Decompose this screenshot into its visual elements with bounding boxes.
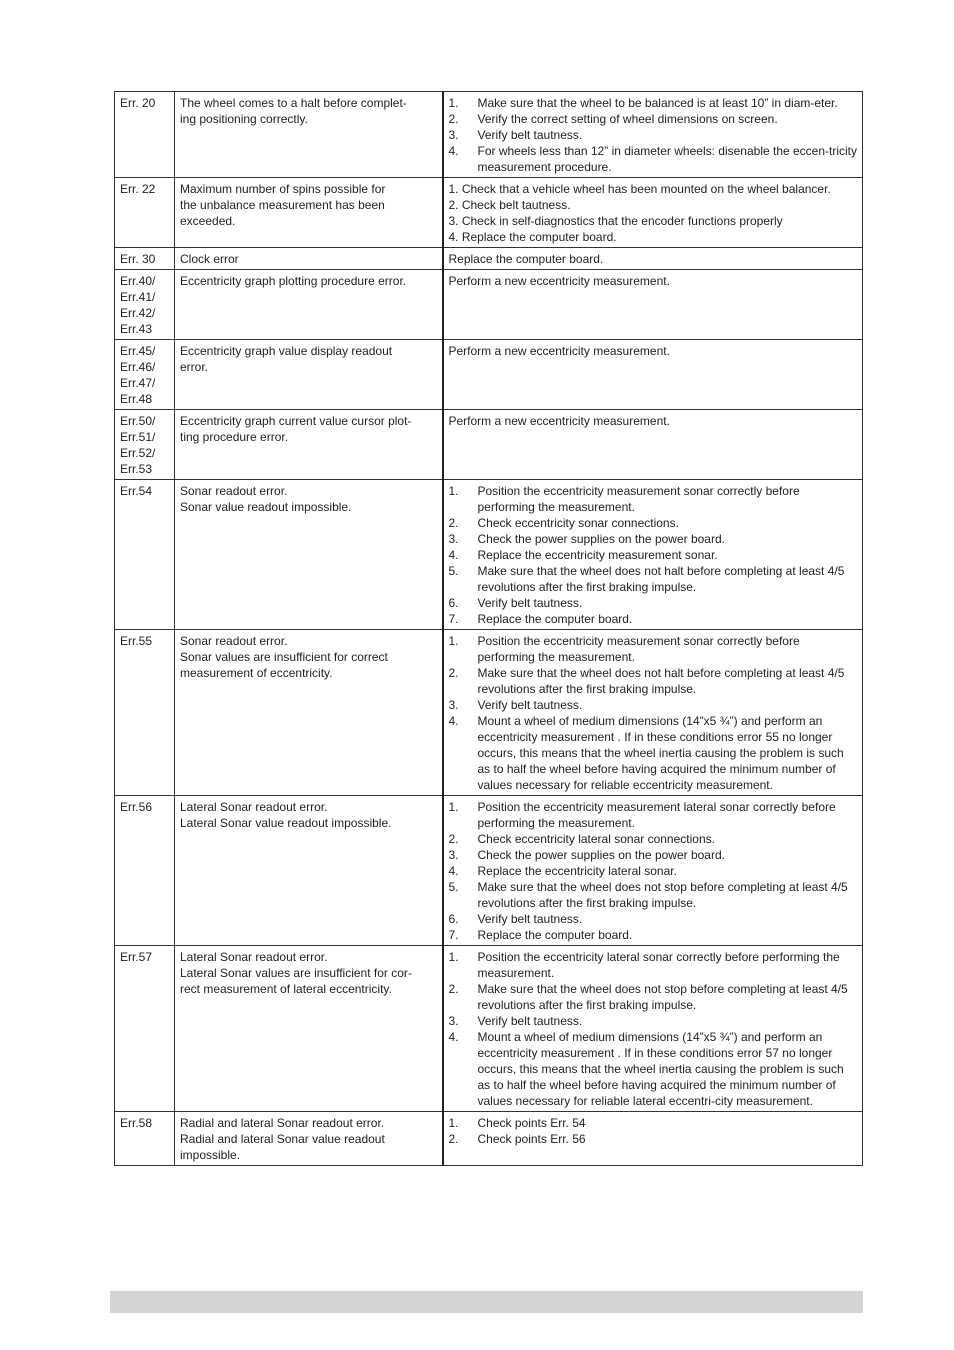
error-code: Err.57 [120,950,153,964]
solution-steps [449,949,859,1109]
error-description-line: Clock error [180,252,239,266]
solution-step [449,879,859,911]
solution-steps [449,181,859,245]
error-row [115,796,863,946]
step-number: 4. [448,548,459,562]
step-number: 7. [448,928,459,942]
error-solution-cell [443,946,863,1112]
error-solution-cell [443,178,863,248]
step-number: 1. [448,800,459,814]
solution-step [449,595,859,611]
error-row [115,92,863,178]
step-text: Check eccentricity lateral sonar connections. [477,832,715,846]
step-text: Mount a wheel of medium dimensions (14”x5 ¾”) and perform an eccentricity measurement . If in these conditions error 57 no longer occurs, this means that the wheel inertia causing the problem is such as to half the wheel before having acquired the minimum number of values necessary for reliable lateral eccentri-city measurement. [477,1030,844,1108]
error-description-cell [175,92,443,178]
solution-text: Replace the computer board. [448,252,604,266]
step-text: Verify belt tautness. [477,1014,583,1028]
error-description-line: Eccentricity graph value display readout [180,344,393,358]
solution-step [449,1013,859,1029]
step-text: Replace the computer board. [477,612,633,626]
solution-step: 1. Check that a vehicle wheel has been mounted on the wheel balancer. [448,182,831,196]
step-text: For wheels less than 12” in diameter wheels: disenable the eccen-tricity measurement procedure. [477,144,858,174]
error-solution-cell [443,1112,863,1166]
error-description-line: Eccentricity graph current value cursor plot- [180,414,412,428]
step-number: 1. [448,950,459,964]
solution-step [449,911,859,927]
error-code-cell [115,410,175,480]
solution-step [449,847,859,863]
solution-step [449,927,859,943]
error-description-cell [175,630,443,796]
solution-step [449,143,859,175]
solution-steps [449,483,859,627]
error-row [115,248,863,270]
error-solution-cell [443,480,863,630]
error-code-cell [115,178,175,248]
step-number: 3. [448,128,459,142]
step-number: 5. [448,880,459,894]
solution-steps [449,799,859,943]
error-row [115,178,863,248]
step-number: 2. [448,112,459,126]
error-description-line: ting procedure error. [180,430,289,444]
error-code-cell [115,946,175,1112]
step-number: 2. [448,982,459,996]
error-description-cell [175,1112,443,1166]
error-row [115,946,863,1112]
step-number: 1. [448,634,459,648]
error-code: Err.53 [120,462,153,476]
error-code: Err. 22 [120,182,156,196]
error-description-line: Sonar value readout impossible. [180,500,352,514]
step-text: Make sure that the wheel does not halt before completing at least 4/5 revolutions after the first braking impulse. [477,564,845,594]
solution-text: Perform a new eccentricity measurement. [448,414,670,428]
solution-step [449,1115,859,1131]
step-text: Verify belt tautness. [477,128,583,142]
error-code: Err.54 [120,484,153,498]
solution-step [449,531,859,547]
step-text: Check points Err. 56 [477,1132,586,1146]
error-code-cell [115,480,175,630]
error-description-line: Lateral Sonar values are insufficient for cor- [180,966,412,980]
step-number: 5. [448,564,459,578]
error-row [115,1112,863,1166]
error-code-cell [115,1112,175,1166]
solution-step [449,863,859,879]
step-text: Mount a wheel of medium dimensions (14”x5 ¾”) and perform an eccentricity measurement . If in these conditions error 55 no longer occurs, this means that the wheel inertia causing the problem is such as to half the wheel before having acquired the minimum number of values necessary for reliable eccentricity measurement. [477,714,844,792]
error-description-line: Eccentricity graph plotting procedure error. [180,274,407,288]
solution-step [449,831,859,847]
step-number: 2. [448,666,459,680]
step-number: 3. [448,698,459,712]
step-number: 3. [448,1014,459,1028]
step-text: Check eccentricity sonar connections. [477,516,679,530]
error-code-table [114,91,863,1166]
step-number: 4. [448,714,459,728]
step-number: 1. [448,96,459,110]
error-code-cell [115,630,175,796]
error-code: Err.55 [120,634,153,648]
solution-step: 3. Check in self-diagnostics that the encoder functions properly [448,214,783,228]
error-description-line: ing positioning correctly. [180,112,308,126]
error-description-line: Lateral Sonar readout error. [180,950,328,964]
step-text: Verify the correct setting of wheel dimensions on screen. [477,112,778,126]
error-solution-cell [443,92,863,178]
error-code-cell [115,92,175,178]
error-code: Err.56 [120,800,153,814]
error-description-cell [175,946,443,1112]
error-code: Err.40/ [120,274,156,288]
error-row [115,340,863,410]
error-description-cell [175,410,443,480]
error-description-line: Lateral Sonar value readout impossible. [180,816,392,830]
solution-steps [449,1115,859,1147]
solution-step [449,611,859,627]
step-text: Position the eccentricity lateral sonar correctly before performing the measurement. [477,950,840,980]
error-code: Err.46/ [120,360,156,374]
error-row [115,480,863,630]
step-text: Position the eccentricity measurement sonar correctly before performing the measurement. [477,484,800,514]
step-text: Verify belt tautness. [477,596,583,610]
error-solution-cell [443,410,863,480]
step-text: Check the power supplies on the power board. [477,848,725,862]
solution-step [449,1029,859,1109]
solution-step [449,563,859,595]
error-code: Err. 20 [120,96,156,110]
error-code-cell [115,796,175,946]
step-text: Check points Err. 54 [477,1116,586,1130]
step-number: 2. [448,1132,459,1146]
step-text: Verify belt tautness. [477,912,583,926]
error-description-cell [175,796,443,946]
solution-step [449,713,859,793]
solution-step [449,483,859,515]
step-number: 3. [448,848,459,862]
solution-step [449,127,859,143]
error-description-line: impossible. [180,1148,241,1162]
error-description-line: Radial and lateral Sonar value readout [180,1132,385,1146]
step-number: 1. [448,484,459,498]
step-number: 6. [448,596,459,610]
step-text: Make sure that the wheel does not stop before completing at least 4/5 revolutions after the first braking impulse. [477,982,848,1012]
error-solution-cell [443,340,863,410]
solution-step [449,111,859,127]
error-description-cell [175,178,443,248]
solution-steps [449,633,859,793]
solution-step: 2. Check belt tautness. [448,198,571,212]
error-description-cell [175,270,443,340]
step-number: 6. [448,912,459,926]
error-solution-cell [443,270,863,340]
error-code: Err.52/ [120,446,156,460]
error-solution-cell [443,630,863,796]
error-code: Err. 30 [120,252,156,266]
error-description-line: Radial and lateral Sonar readout error. [180,1116,385,1130]
error-code: Err.50/ [120,414,156,428]
error-code-cell [115,340,175,410]
step-number: 2. [448,516,459,530]
error-description-line: measurement of eccentricity. [180,666,333,680]
step-text: Make sure that the wheel to be balanced is at least 10” in diam-eter. [477,96,838,110]
error-description-line: the unbalance measurement has been [180,198,385,212]
error-description-cell [175,248,443,270]
step-number: 3. [448,532,459,546]
error-code: Err.51/ [120,430,156,444]
error-code: Err.41/ [120,290,156,304]
error-row [115,270,863,340]
error-description-line: rect measurement of lateral eccentricity. [180,982,392,996]
footer-bar [110,1291,863,1313]
error-code: Err.45/ [120,344,156,358]
solution-step [449,981,859,1013]
error-code-cell [115,248,175,270]
solution-step [449,799,859,831]
solution-step [449,633,859,665]
error-code: Err.47/ [120,376,156,390]
error-solution-cell [443,248,863,270]
error-code: Err.43 [120,322,153,336]
solution-step [449,547,859,563]
solution-step [449,95,859,111]
step-text: Make sure that the wheel does not halt before completing at least 4/5 revolutions after the first braking impulse. [477,666,845,696]
error-description-line: error. [180,360,209,374]
error-description-line: exceeded. [180,214,236,228]
step-number: 4. [448,144,459,158]
step-text: Replace the eccentricity measurement sonar. [477,548,718,562]
error-row [115,630,863,796]
error-description-line: Maximum number of spins possible for [180,182,386,196]
error-description-line: Sonar readout error. [180,634,288,648]
solution-steps [449,95,859,175]
solution-step [449,697,859,713]
error-code: Err.48 [120,392,153,406]
step-text: Replace the computer board. [477,928,633,942]
error-solution-cell [443,796,863,946]
step-text: Position the eccentricity measurement sonar correctly before performing the measurement. [477,634,800,664]
step-number: 4. [448,1030,459,1044]
solution-text: Perform a new eccentricity measurement. [448,344,670,358]
step-text: Replace the eccentricity lateral sonar. [477,864,677,878]
step-number: 7. [448,612,459,626]
solution-step [449,1131,859,1147]
error-description-cell [175,340,443,410]
error-code: Err.58 [120,1116,153,1130]
solution-text: Perform a new eccentricity measurement. [448,274,670,288]
error-description-line: The wheel comes to a halt before complet- [180,96,407,110]
error-description-cell [175,480,443,630]
step-text: Make sure that the wheel does not stop before completing at least 4/5 revolutions after the first braking impulse. [477,880,848,910]
error-code-cell [115,270,175,340]
solution-step: 4. Replace the computer board. [448,230,617,244]
solution-step [449,949,859,981]
solution-step [449,665,859,697]
error-description-line: Sonar readout error. [180,484,288,498]
step-number: 1. [448,1116,459,1130]
error-description-line: Lateral Sonar readout error. [180,800,328,814]
step-text: Position the eccentricity measurement lateral sonar correctly before performing the measurement. [477,800,836,830]
error-description-line: Sonar values are insufficient for correct [180,650,388,664]
step-text: Check the power supplies on the power board. [477,532,725,546]
error-code: Err.42/ [120,306,156,320]
solution-step [449,515,859,531]
step-number: 4. [448,864,459,878]
error-table-body [115,92,863,1166]
step-number: 2. [448,832,459,846]
error-row [115,410,863,480]
step-text: Verify belt tautness. [477,698,583,712]
